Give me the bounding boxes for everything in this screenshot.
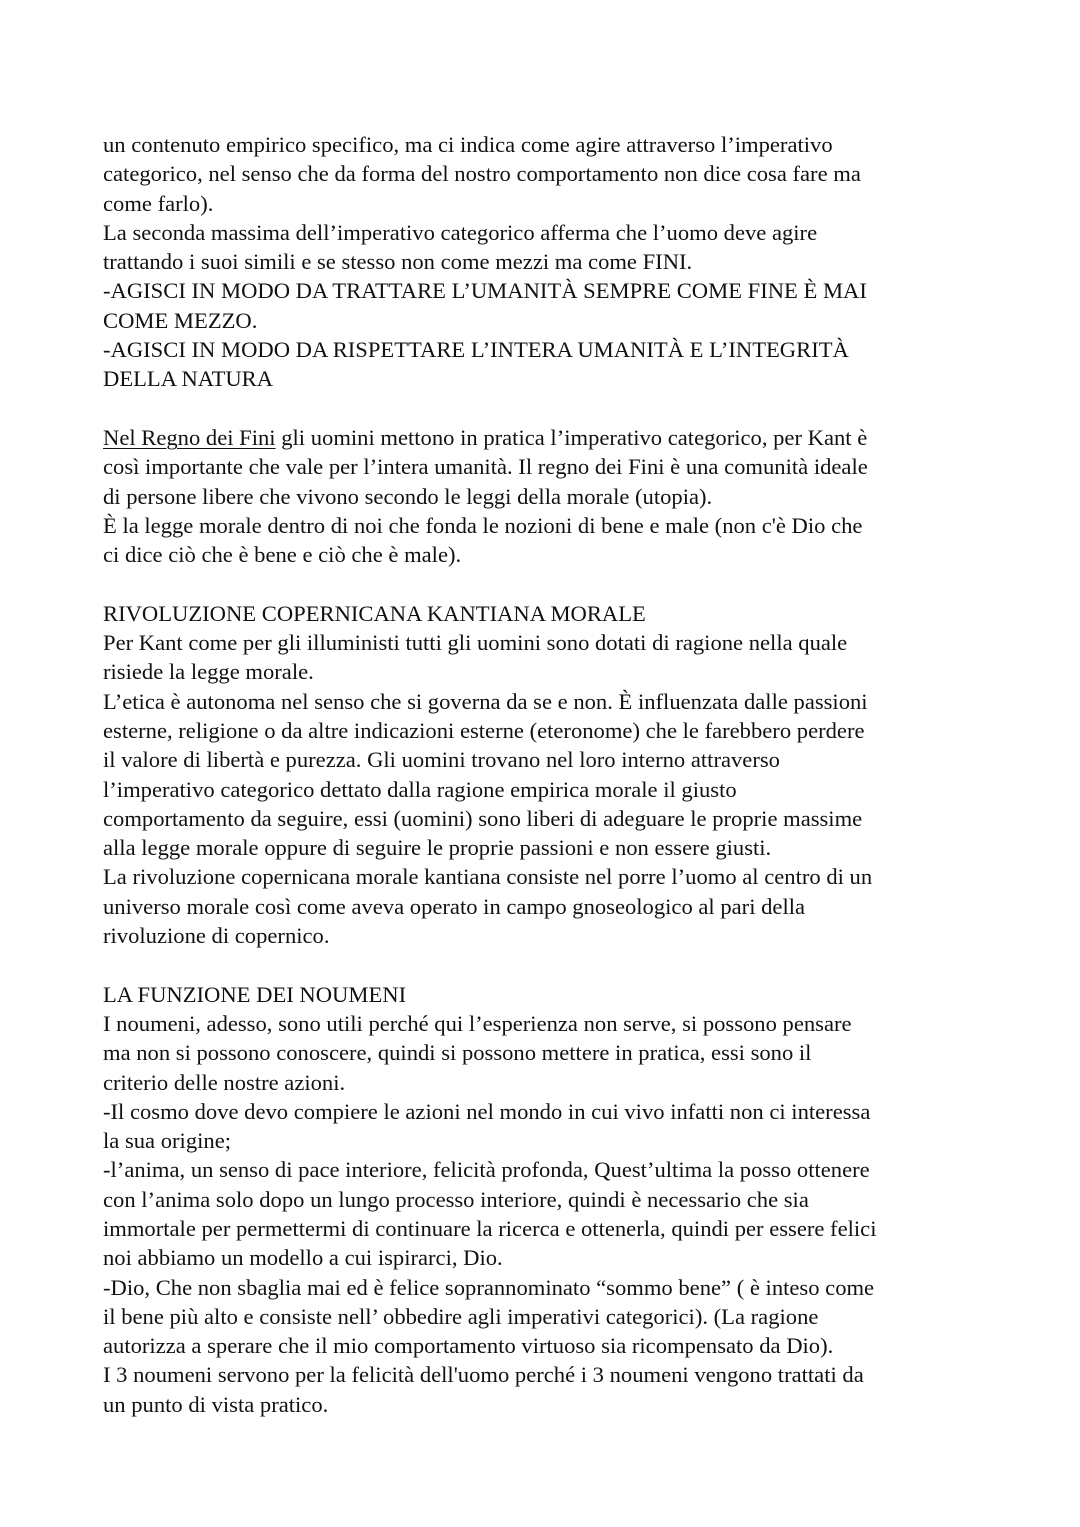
text-line: immortale per permettermi di continuare la ricerca e ottenerla, quindi per essere felici (103, 1215, 877, 1241)
text-line: comportamento da seguire, essi (uomini) sono liberi di adeguare le proprie massime (103, 805, 863, 831)
section-heading: LA FUNZIONE DEI NOUMENI (103, 981, 407, 1007)
text-line: Per Kant come per gli illuministi tutti gli uomini sono dotati di ragione nella quale (103, 630, 848, 656)
text-line: di persone libere che vivono secondo le leggi della morale (utopia). (103, 483, 713, 509)
text-line: ci dice ciò che è bene e ciò che è male). (103, 542, 462, 568)
text-line: così importante che vale per l’intera umanità. Il regno dei Fini è una comunità ideale (103, 454, 868, 480)
section-heading: RIVOLUZIONE COPERNICANA KANTIANA MORALE (103, 600, 646, 626)
noumeni-section (103, 980, 1003, 1419)
text-line: esterne, religione o da altre indicazioni esterne (eteronome) che le farebbero perdere (103, 717, 865, 743)
text-line: alla legge morale oppure di seguire le proprie passioni e non essere giusti. (103, 835, 772, 861)
text-line: -AGISCI IN MODO DA TRATTARE L’UMANITÀ SEMPRE COME FINE È MAI (103, 278, 867, 304)
text-line: criterio delle nostre azioni. (103, 1069, 346, 1095)
text-line: -AGISCI IN MODO DA RISPETTARE L’INTERA UMANITÀ E L’INTEGRITÀ (103, 337, 849, 363)
underlined-term: Nel Regno dei Fini (103, 424, 276, 450)
text-line: COME MEZZO. (103, 307, 258, 333)
rivoluzione-section (103, 599, 1003, 951)
text-line: I noumeni, adesso, sono utili perché qui l’esperienza non serve, si possono pensare (103, 1010, 852, 1036)
paragraph-gap (103, 569, 1003, 598)
paragraph-gap (103, 394, 1003, 423)
text-line: La seconda massima dell’imperativo categorico afferma che l’uomo deve agire (103, 219, 818, 245)
text-line: il valore di libertà e purezza. Gli uomini trovano nel loro interno attraverso (103, 747, 780, 773)
text-line: rivoluzione di copernico. (103, 923, 330, 949)
text-line: risiede la legge morale. (103, 659, 314, 685)
text-line: universo morale così come aveva operato in campo gnoseologico al pari della (103, 893, 806, 919)
text-line: noi abbiamo un modello a cui ispirarci, Dio. (103, 1245, 503, 1271)
paragraph-gap (103, 950, 1003, 979)
text-line: un punto di vista pratico. (103, 1391, 329, 1417)
text-line: trattando i suoi simili e se stesso non come mezzi ma come FINI. (103, 249, 693, 275)
text-line-rest: gli uomini mettono in pratica l’imperativo categorico, per Kant è (275, 424, 868, 450)
text-line (103, 423, 1003, 452)
text-line: L’etica è autonoma nel senso che si governa da se e non. È influenzata dalle passioni (103, 688, 868, 714)
text-line: un contenuto empirico specifico, ma ci indica come agire attraverso l’imperativo (103, 132, 833, 157)
text-line: ma non si possono conoscere, quindi si possono mettere in pratica, essi sono il (103, 1040, 812, 1066)
regno-paragraph (103, 423, 1003, 569)
text-line: È la legge morale dentro di noi che fonda le nozioni di bene e male (non c'è Dio che (103, 512, 863, 538)
text-line: I 3 noumeni servono per la felicità dell'uomo perché i 3 noumeni vengono trattati da (103, 1362, 864, 1388)
text-line: La rivoluzione copernicana morale kantiana consiste nel porre l’uomo al centro di un (103, 864, 873, 890)
text-line: categorico, nel senso che da forma del nostro comportamento non dice cosa fare ma (103, 161, 861, 187)
text-line: -Dio, Che non sbaglia mai ed è felice soprannominato “sommo bene” ( è inteso come (103, 1274, 875, 1300)
document-page (103, 130, 1003, 1419)
text-line: come farlo). (103, 190, 214, 216)
text-line: -Il cosmo dove devo compiere le azioni nel mondo in cui vivo infatti non ci interessa (103, 1098, 871, 1124)
text-line: DELLA NATURA (103, 366, 274, 392)
text-line: l’imperativo categorico dettato dalla ragione empirica morale il giusto (103, 776, 737, 802)
text-line: autorizza a sperare che il mio comportamento virtuoso sia ricompensato da Dio). (103, 1333, 834, 1359)
intro-paragraph (103, 130, 1003, 394)
text-line: il bene più alto e consiste nell’ obbedire agli imperativi categorici). (La ragione (103, 1303, 819, 1329)
text-line: -l’anima, un senso di pace interiore, felicità profonda, Quest’ultima la posso ottenere (103, 1157, 870, 1183)
text-line: la sua origine; (103, 1128, 231, 1154)
text-line: con l’anima solo dopo un lungo processo interiore, quindi è necessario che sia (103, 1186, 809, 1212)
